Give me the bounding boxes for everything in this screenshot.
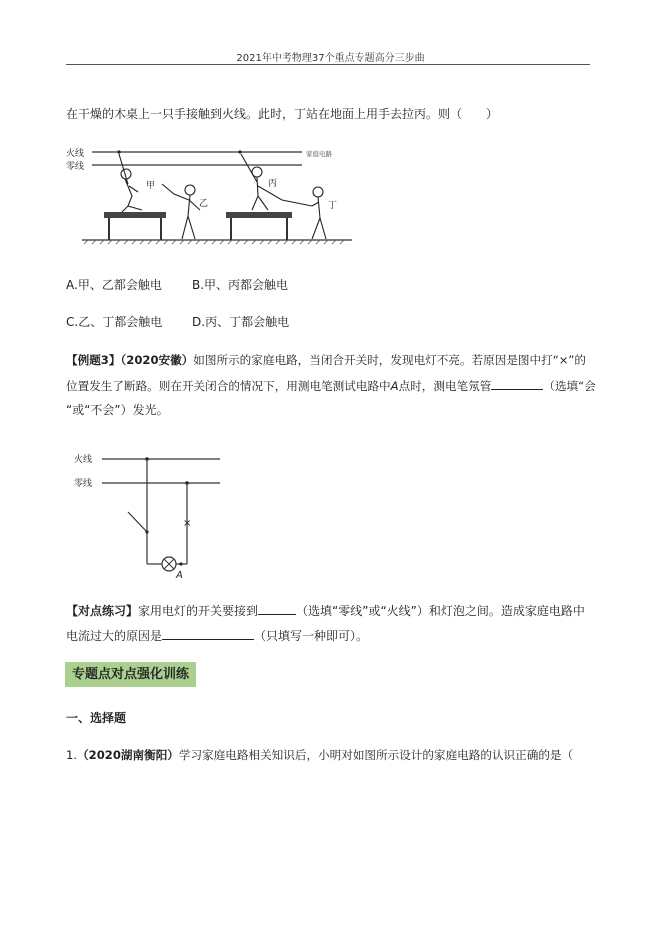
fig2-point-label: A bbox=[176, 570, 183, 581]
example3-line1 bbox=[66, 353, 586, 367]
option-a-text: 甲、乙都会触电 bbox=[77, 278, 162, 292]
option-c-key: C. bbox=[66, 315, 79, 329]
fig1-label-bing: 丙 bbox=[268, 179, 278, 189]
fig2-lamp bbox=[162, 557, 176, 571]
practice-text2b: （只填写一种即可）。 bbox=[254, 629, 369, 643]
fig2-break-mark: × bbox=[183, 518, 192, 529]
option-d[interactable] bbox=[192, 315, 289, 329]
fig1-circuit-label: 家庭电路 bbox=[306, 150, 332, 158]
fig1-label-yi: 乙 bbox=[199, 199, 209, 209]
example3-source: （2020安徽） bbox=[120, 353, 194, 367]
fig1-label-ding: 丁 bbox=[328, 201, 338, 211]
fig2-neutral-label: 零线 bbox=[74, 479, 93, 489]
example3-tag: 【例题3】 bbox=[66, 353, 121, 367]
fig1-person-yi bbox=[162, 184, 200, 239]
example3-text2b: 点时，测电笔氖管 bbox=[398, 379, 492, 393]
practice-text1a: 家用电灯的开关要接到 bbox=[138, 604, 259, 618]
option-b[interactable] bbox=[192, 278, 288, 292]
practice-blank-2[interactable] bbox=[162, 628, 254, 640]
option-b-key: B. bbox=[192, 278, 205, 292]
question1-text: 学习家庭电路相关知识后，小明对如图所示设计的家庭电路的认识正确的是（ bbox=[178, 748, 574, 762]
fig1-person-jia bbox=[119, 154, 142, 212]
example3-text2a: 位置发生了断路。则在开关闭合的情况下，用测电笔测试电路中 bbox=[66, 379, 391, 393]
example3-text1: 如图所示的家庭电路，当闭合开关时，发现电灯不亮。若原因是图中打“×”的 bbox=[193, 353, 587, 367]
example3-point-a: A bbox=[390, 379, 399, 393]
subsection-title: 一、选择题 bbox=[66, 711, 127, 725]
option-a[interactable] bbox=[66, 278, 162, 292]
question1-line bbox=[66, 748, 573, 762]
fig1-label-jia: 甲 bbox=[146, 181, 156, 191]
practice-text1b: （选填“零线”或“火线”）和灯泡之间。造成家庭电路中 bbox=[296, 604, 585, 618]
option-a-key: A. bbox=[66, 278, 78, 292]
question-intro-line: 在干燥的木桌上一只手接触到火线。此时，丁站在地面上用手去拉丙。则（ ） bbox=[66, 107, 499, 121]
example3-answer-blank[interactable] bbox=[491, 378, 543, 390]
fig1-table-right bbox=[226, 212, 292, 218]
fig2-live-label: 火线 bbox=[74, 455, 93, 465]
fig1-person-ding bbox=[312, 187, 326, 239]
example3-line3: “或“不会”）发光。 bbox=[66, 403, 169, 417]
practice-line1 bbox=[66, 603, 585, 618]
example3-text2c: （选填“会 bbox=[543, 379, 596, 393]
practice-blank-1[interactable] bbox=[258, 603, 296, 615]
option-c-text: 乙、丁都会触电 bbox=[78, 315, 163, 329]
fig1-neutral-label: 零线 bbox=[66, 162, 85, 172]
practice-tag: 【对点练习】 bbox=[66, 604, 139, 618]
practice-text2a: 电流过大的原因是 bbox=[66, 629, 163, 643]
figure-touch-scenario bbox=[62, 140, 362, 252]
option-b-text: 甲、丙都会触电 bbox=[204, 278, 289, 292]
figure-circuit-diagram bbox=[70, 446, 235, 582]
example3-line2 bbox=[66, 378, 596, 393]
option-d-text: 丙、丁都会触电 bbox=[205, 315, 290, 329]
option-c[interactable] bbox=[66, 315, 162, 329]
fig2-switch bbox=[128, 512, 147, 532]
question1-source: （2020湖南衡阳） bbox=[77, 748, 179, 762]
practice-line2 bbox=[66, 628, 368, 643]
option-d-key: D. bbox=[192, 315, 206, 329]
header-divider bbox=[66, 64, 590, 65]
section-title-badge: 专题点对点强化训练 bbox=[65, 662, 196, 687]
fig1-live-label: 火线 bbox=[66, 149, 85, 159]
question1-number: 1. bbox=[66, 748, 78, 762]
fig1-table-left bbox=[104, 212, 166, 218]
page-header-title: 2021年中考物理37个重点专题高分三步曲 bbox=[236, 53, 425, 64]
